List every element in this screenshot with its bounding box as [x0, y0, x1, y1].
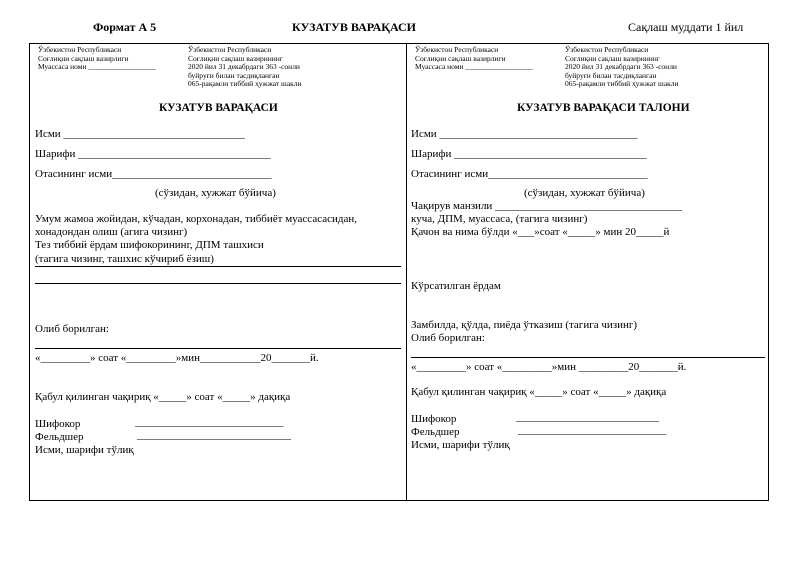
diagnosis-line-2[interactable]: [35, 283, 401, 284]
when-field[interactable]: Қачон ва нима бўлди «___»соат «_____» мин 20_____й: [411, 226, 670, 238]
taken-from-text: Умум жамоа жойидан, кўчадан, корхонадан, тиббиёт муассасасидан,: [35, 213, 357, 225]
org-line: Муассаса номи __________________: [415, 62, 533, 72]
doctor-label: Шифокор: [35, 418, 81, 430]
feldsher-label: Фельдшер: [35, 431, 84, 443]
doctor-line[interactable]: ___________________________: [135, 416, 284, 428]
diagnosis-note: (тагига чизинг, ташхис кўчириб ёзиш): [35, 253, 214, 265]
left-title: КУЗАТУВ ВАРАҚАСИ: [159, 102, 278, 114]
feldsher-line[interactable]: ____________________________: [137, 429, 291, 441]
org-line: Ўзбекистон Республикаси: [38, 45, 122, 54]
approval-line: 2020 йил 31 декабрдаги 363 -сонли: [188, 62, 300, 72]
call-accepted-field[interactable]: Қабул қилинган чақириқ «_____» соат «_____» дақиқа: [411, 386, 667, 398]
fullname-label: Исми, шарифи тўлиқ: [411, 439, 510, 451]
org-line: Ўзбекистон Республикаси: [415, 45, 499, 54]
doctor-label: Шифокор: [411, 413, 457, 425]
diagnosis-line[interactable]: [35, 266, 401, 267]
right-org-block: [415, 46, 533, 72]
feldsher-line[interactable]: ___________________________: [518, 424, 667, 436]
diagnosis-label: Тез тиббий ёрдам шифокорининг, ДПМ ташхиси: [35, 239, 264, 251]
fullname-label: Исми, шарифи тўлиқ: [35, 444, 134, 456]
name-field[interactable]: Исми _________________________________: [35, 128, 245, 140]
received-by-line[interactable]: [411, 357, 765, 358]
doctor-line[interactable]: __________________________: [516, 411, 659, 423]
help-label: Кўрсатилган ёрдам: [411, 280, 501, 292]
form-divider: [406, 43, 407, 501]
right-approval-block: [565, 46, 679, 89]
approval-line: 065-рақамли тиббий ҳужжат шакли: [565, 79, 679, 89]
surname-field[interactable]: Шарифи ___________________________________: [411, 148, 647, 160]
received-by-label: Олиб борилган:: [411, 332, 485, 344]
approval-line: Соғлиқни сақлаш вазирининг: [188, 53, 283, 63]
address-field[interactable]: Чақирув манзили __________________________________: [411, 200, 683, 212]
left-approval-block: [188, 46, 302, 89]
page-title: КУЗАТУВ ВАРАҚАСИ: [292, 20, 417, 34]
org-line: Соғлиқни сақлаш вазирлиги: [38, 53, 129, 63]
right-title: КУЗАТУВ ВАРАҚАСИ ТАЛОНИ: [517, 102, 690, 114]
approval-line: 2020 йил 31 декабрдаги 363 -сонли: [565, 62, 677, 72]
left-org-block: [38, 46, 156, 72]
patronymic-field[interactable]: Отасининг исми_____________________________: [411, 168, 648, 180]
received-by-label: Олиб борилган:: [35, 323, 109, 335]
approval-line: Ўзбекистон Республикаси: [188, 45, 272, 54]
call-accepted-field[interactable]: Қабул қилинган чақириқ «_____» соат «_____» дақиқа: [35, 391, 291, 403]
feldsher-label: Фельдшер: [411, 426, 460, 438]
patronymic-field[interactable]: Отасининг исми_____________________________: [35, 168, 272, 180]
approval-line: 065-рақамли тиббий ҳужжат шакли: [188, 79, 302, 89]
org-line: Соғлиқни сақлаш вазирлиги: [415, 53, 506, 63]
received-by-line[interactable]: [35, 348, 401, 349]
approval-line: Ўзбекистон Республикаси: [565, 45, 649, 54]
format-label: Формат А 5: [93, 20, 157, 34]
transport-label: Замбилда, қўлда, пиёда ўтказиш (тагига чизинг): [411, 319, 638, 331]
retention-label: Сақлаш муддати 1 йил: [628, 20, 744, 34]
name-field[interactable]: Исми ____________________________________: [411, 128, 638, 140]
address-note: куча, ДПМ, муассаса, (тагига чизинг): [411, 213, 588, 225]
surname-field[interactable]: Шарифи ___________________________________: [35, 148, 271, 160]
org-line: Муассаса номи __________________: [38, 62, 156, 72]
doc-note: (сўзидан, хужжат бўйича): [524, 187, 645, 199]
time-field[interactable]: «_________» соат «_________»мин___________20_______й.: [35, 352, 319, 364]
doc-note: (сўзидан, хужжат бўйича): [155, 187, 276, 199]
approval-line: буйруғи билан тасдиқланган: [565, 70, 657, 80]
approval-line: Соғлиқни сақлаш вазирининг: [565, 53, 660, 63]
approval-line: буйруғи билан тасдиқланган: [188, 70, 280, 80]
time-field[interactable]: «_________» соат «_________»мин _________20_______й.: [411, 361, 687, 373]
taken-from-text-2: хонадондан олиш (агига чизинг): [35, 226, 188, 238]
